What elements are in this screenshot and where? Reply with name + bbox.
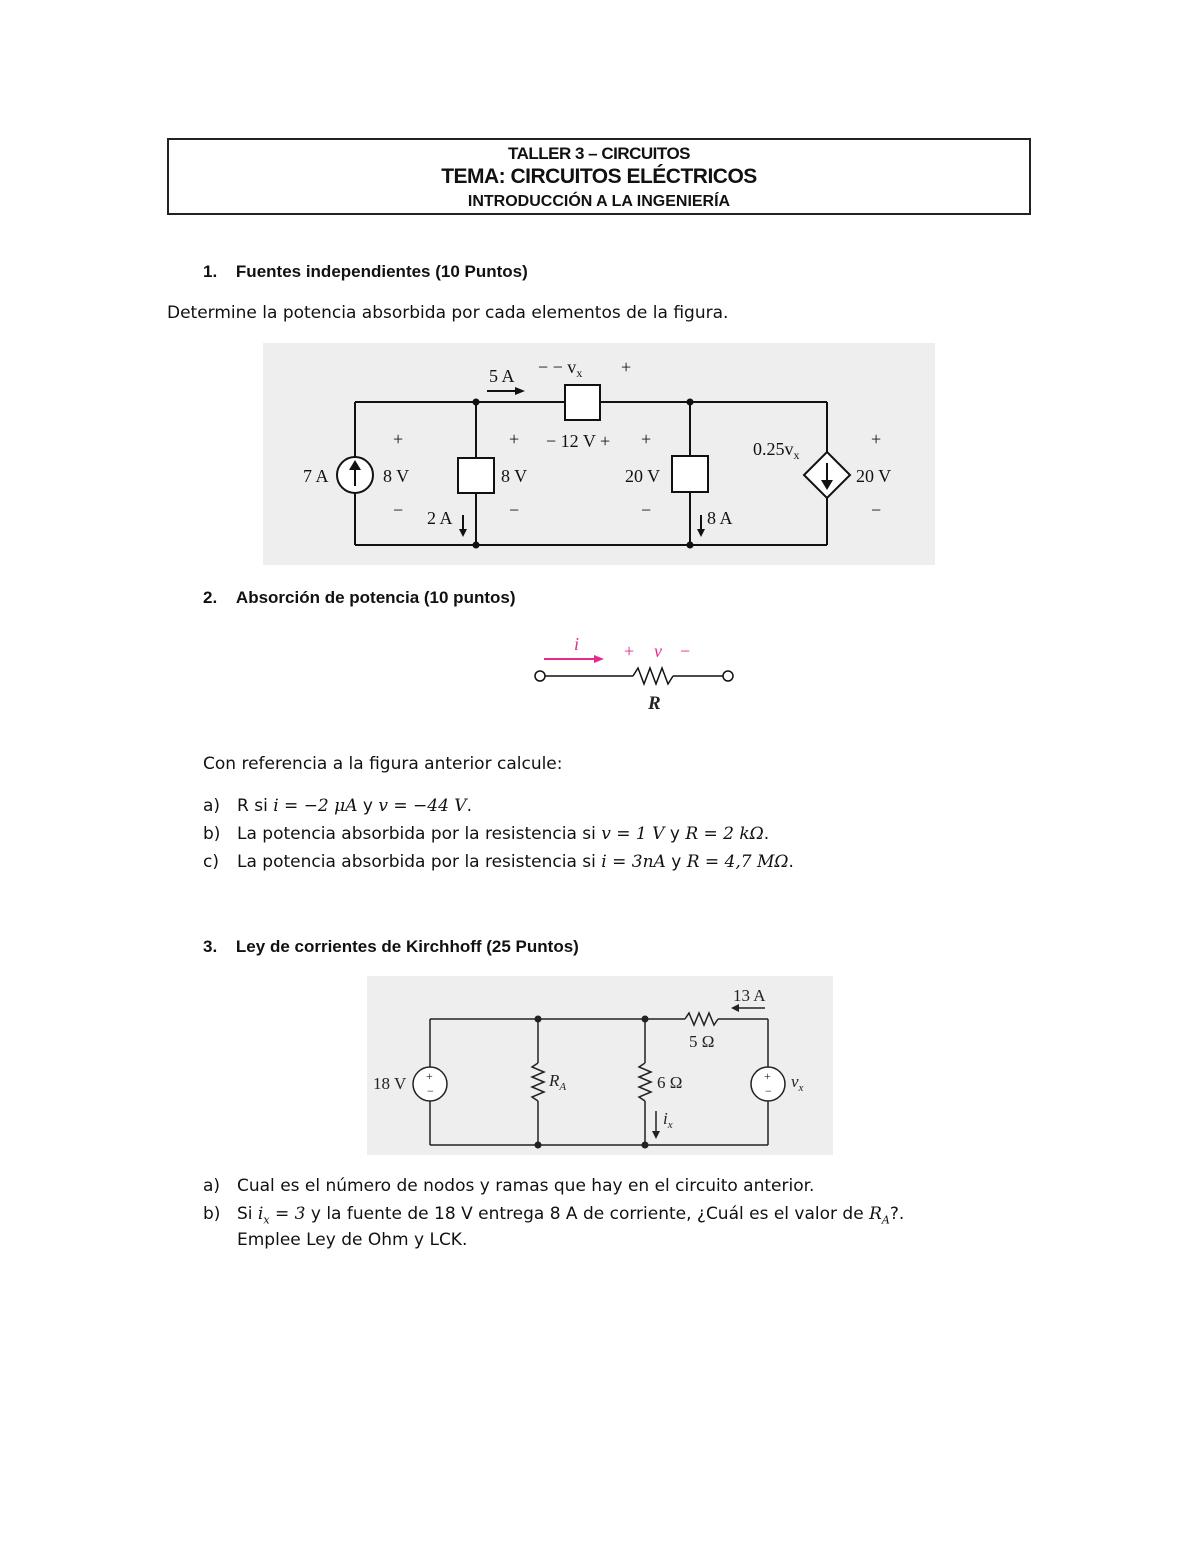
label-ix: $i_x$: [663, 1109, 673, 1131]
plus-sign: +: [621, 357, 632, 377]
label-8v-left: 8 V: [383, 466, 410, 486]
label-13a: 13 A: [733, 986, 766, 1005]
minus-sign: −: [509, 500, 520, 520]
item-text: y la fuente de 18 V entrega 8 A de corriente, ¿Cuál es el valor de: [305, 1204, 870, 1224]
label-vx: − − $v_x$: [538, 357, 583, 380]
resistor-zigzag: [633, 668, 673, 684]
label-8a: 8 A: [707, 508, 733, 528]
circuit-figure-1: [263, 343, 935, 565]
section-3-heading: [203, 937, 579, 957]
math-expression: v = 1 V: [601, 824, 665, 844]
node-dot: [642, 1016, 649, 1023]
item-text: .: [788, 852, 794, 872]
plus-sign: +: [871, 429, 882, 449]
section-2-intro: Con referencia a la figura anterior calcule:: [203, 754, 563, 774]
plus-sign: +: [764, 1069, 771, 1083]
label-5a: 5 A: [489, 366, 515, 386]
label-5ohm: 5 Ω: [689, 1032, 715, 1051]
element-8v-box: [458, 458, 494, 493]
resistor-figure: [530, 628, 740, 716]
item-text: Cual es el número de nodos y ramas que hay en el circuito anterior.: [237, 1176, 815, 1196]
item-label: b): [203, 1204, 221, 1224]
label-dependent-gain: $0.25v_x$: [753, 439, 800, 462]
section-1-prompt: Determine la potencia absorbida por cada elementos de la figura.: [167, 303, 729, 323]
section-2-title: Absorción de potencia (10 puntos): [235, 588, 516, 607]
item-text: R si: [237, 796, 274, 816]
workshop-title: TALLER 3 – CIRCUITOS: [507, 144, 691, 163]
label-6ohm: 6 Ω: [657, 1073, 683, 1092]
list-item: [203, 824, 770, 844]
section-2-heading: [203, 588, 516, 608]
node-dot: [642, 1142, 649, 1149]
terminal-left: [535, 671, 545, 681]
item-text: y: [664, 824, 686, 844]
math-expression: R = 4,7 MΩ: [686, 852, 789, 872]
label-plus: +: [624, 641, 635, 661]
plus-sign: +: [509, 429, 520, 449]
section-1-title: Fuentes independientes (10 Puntos): [235, 262, 528, 281]
label-18v: 18 V: [373, 1074, 407, 1093]
item-text: ?.: [889, 1204, 905, 1224]
item-text: y: [665, 852, 687, 872]
topic-title: TEMA: CIRCUITOS ELÉCTRICOS: [441, 165, 757, 188]
label-20v-right: 20 V: [856, 466, 892, 486]
item-text: .: [466, 796, 472, 816]
list-item: [203, 852, 794, 872]
title-box: [167, 138, 1031, 215]
label-minus: −: [680, 641, 691, 661]
item-label: b): [203, 824, 221, 844]
math-expression: v = −44 V: [378, 796, 467, 816]
label-2a: 2 A: [427, 508, 453, 528]
item-text: La potencia absorbida por la resistencia si: [237, 852, 602, 872]
minus-sign: −: [427, 1084, 434, 1098]
section-3-number: 3.: [203, 937, 218, 956]
math-expression: i = −2 μA: [273, 796, 358, 816]
label-v: v: [654, 641, 662, 661]
label-R: R: [648, 693, 661, 714]
item-label: a): [203, 796, 221, 816]
label-7a: 7 A: [303, 466, 329, 486]
section-2-number: 2.: [203, 588, 218, 607]
node-dot: [473, 399, 480, 406]
plus-sign: +: [426, 1069, 433, 1083]
label-8v-box: 8 V: [501, 466, 528, 486]
item-text: y: [357, 796, 379, 816]
plus-sign: +: [393, 429, 404, 449]
list-item: [203, 796, 472, 816]
label-i: i: [574, 634, 580, 654]
math-expression: $i_x = 3$: [257, 1204, 306, 1227]
element-12v-box: [565, 385, 600, 420]
list-item: [203, 1204, 905, 1250]
item-text: Emplee Ley de Ohm y LCK.: [237, 1230, 468, 1250]
minus-sign: −: [393, 500, 404, 520]
math-expression: R = 2 kΩ: [685, 824, 764, 844]
element-20v-box: [672, 456, 708, 492]
label-20v-box: 20 V: [625, 466, 661, 486]
label-minus-12v: − 12 V +: [546, 431, 611, 451]
section-1-number: 1.: [203, 262, 218, 281]
node-dot: [687, 542, 694, 549]
item-text: .: [763, 824, 770, 844]
label-vx: $v_x$: [791, 1072, 804, 1094]
label-ra: $R_A$: [549, 1071, 567, 1093]
terminal-right: [723, 671, 733, 681]
minus-sign: −: [641, 500, 652, 520]
item-label: c): [203, 852, 219, 872]
course-title: INTRODUCCIÓN A LA INGENIERÍA: [467, 193, 731, 210]
minus-sign: −: [765, 1084, 772, 1098]
math-expression: i = 3nA: [601, 852, 666, 872]
node-dot: [535, 1016, 542, 1023]
figure-1-background: [263, 343, 935, 565]
math-expression: $R_A$: [869, 1204, 890, 1227]
node-dot: [687, 399, 694, 406]
node-dot: [535, 1142, 542, 1149]
section-1-heading: [203, 262, 528, 282]
plus-sign: +: [641, 429, 652, 449]
circuit-figure-3: [367, 976, 833, 1155]
section-3-title: Ley de corrientes de Kirchhoff (25 Puntos): [235, 937, 579, 956]
item-text: Si: [237, 1204, 258, 1224]
item-text: La potencia absorbida por la resistencia si: [237, 824, 602, 844]
list-item: [203, 1176, 815, 1196]
item-label: a): [203, 1176, 221, 1196]
node-dot: [473, 542, 480, 549]
minus-sign: −: [871, 500, 882, 520]
